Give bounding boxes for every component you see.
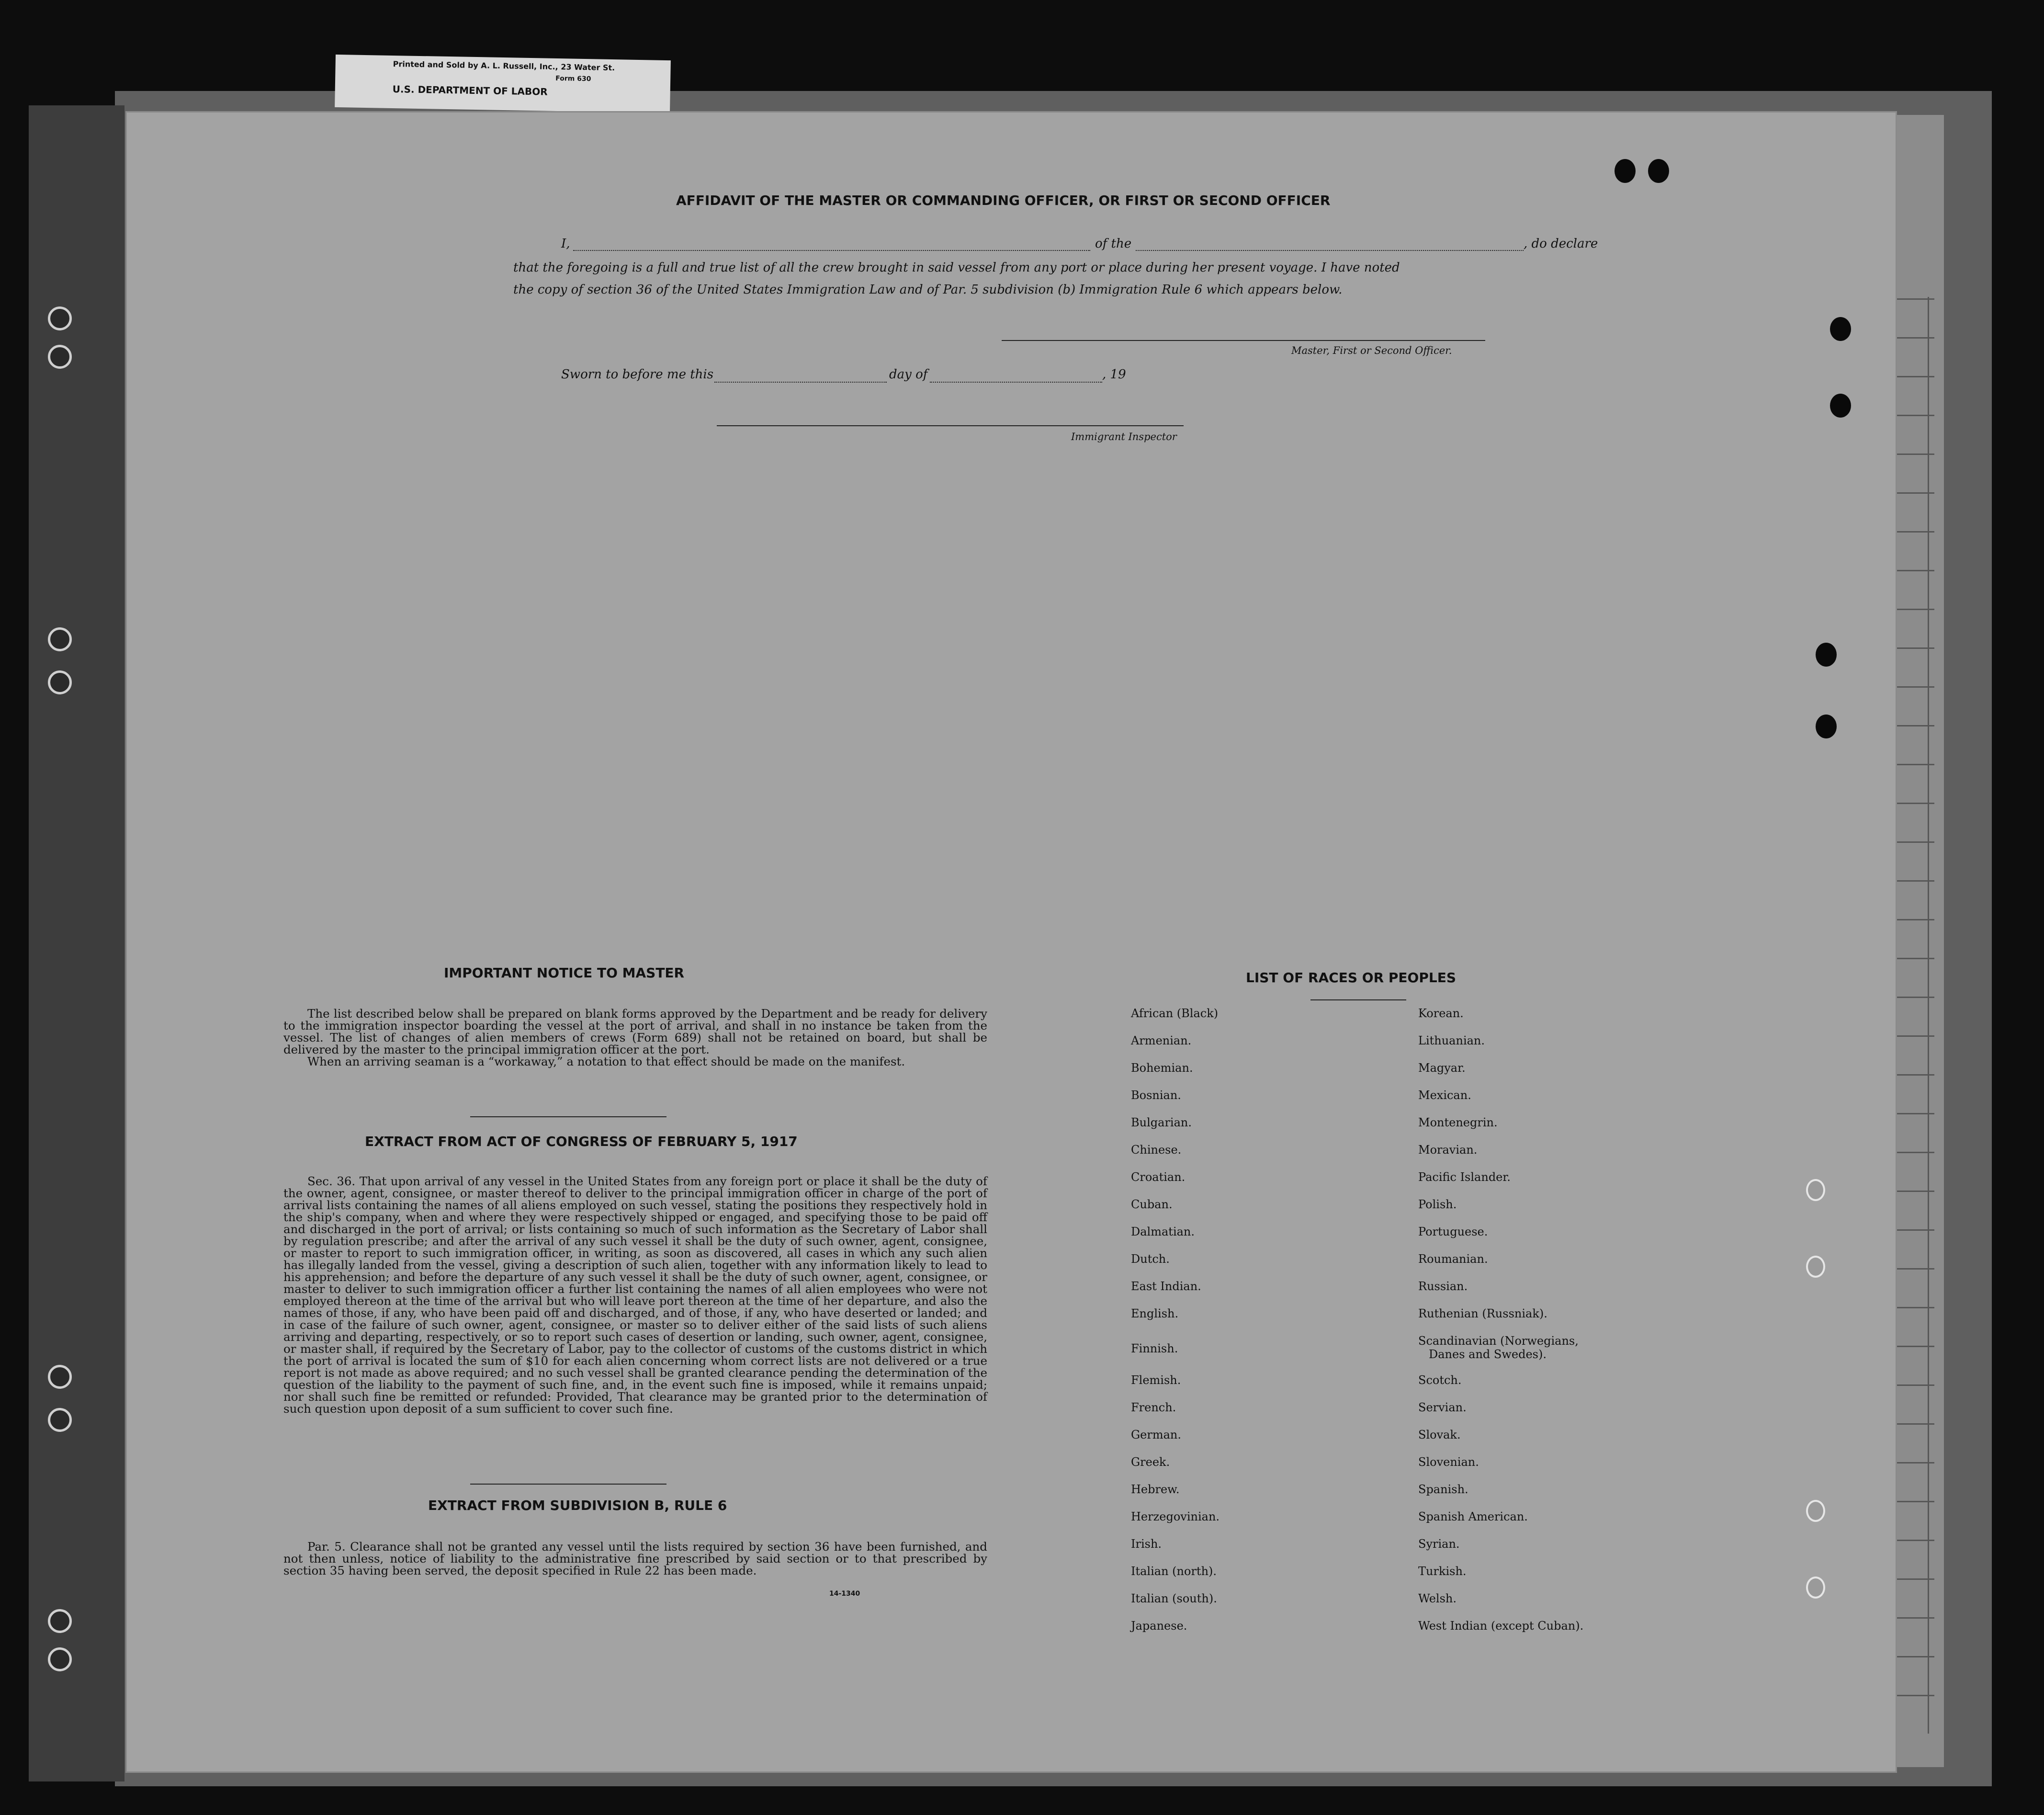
section-36-text: Sec. 36. That upon arrival of any vessel in the United States from any foreign port or place it shall be the duty of the owner, agent, consignee, or master thereof to deliver to the principal immigration officer in charge of the port of arrival lists containing the names of all aliens employed on such vessel, stating the positions they respectively hold in the ship's company, when and where they were respectively shipped or engaged, and specifying those to be paid off and discharged in the port of arrival; or lists containing so much of such information as the Secretary of Labor shall by regulation prescribe; and after the arrival of any such vessel it shall be the duty of such owner, agent, consignee, or master to report to such immigration officer, in writing, as soon as discovered, all cases in which any such alien has illegally landed from the vessel, giving a description of such alien, together with any information likely to lead to his apprehension; and before the departure of any such vessel it shall be the duty of such owner, agent, consignee, or master to deliver to such immigration officer a further list containing the names of all alien employees who were not employed thereon at the time of the arrival but who will leave port thereon at the time of her departure, and also the names of those, if any, who have been paid off and discharged, and of those, if any, who have deserted or landed; and in case of the failure of such owner, agent, consignee, or master so to deliver either of the said lists of such aliens arriving and departing, respectively, or so to report such cases of desertion or landing, such owner, agent, consignee, or master shall, if required by the Secretary of Labor, pay to the collector of customs of the customs district in which the port of arrival is located the sum of $10 for each alien concerning whom correct lists are not delivered or a true report is not made as above required; and no such vessel shall be granted clearance pending the determination of the question of the liability to the payment of such fine, and, in the event such fine is imposed, while it remains unpaid; nor shall such fine be remitted or refunded: Provided, That clearance may be granted prior to the determination of such question upon deposit of a sum sufficient to cover such fine.	[283, 1174, 987, 1416]
race-item: Croatian.	[1131, 1170, 1186, 1184]
race-item: Russian.	[1418, 1280, 1468, 1293]
race-item: Bohemian.	[1131, 1061, 1193, 1075]
department-name: U.S. DEPARTMENT OF LABOR	[392, 83, 548, 98]
year-label: , 19	[1102, 367, 1126, 382]
race-item: Servian.	[1418, 1401, 1467, 1414]
inspector-signature-line	[717, 425, 1184, 426]
printer-line: Printed and Sold by A. L. Russell, Inc., 23 Water St.	[393, 59, 615, 73]
binding-hole-icon	[48, 306, 72, 330]
affiant-i-label: I,	[561, 237, 570, 251]
race-item: Italian (south).	[1131, 1592, 1217, 1605]
race-item: Korean.	[1418, 1007, 1464, 1020]
rule-6-text: Par. 5. Clearance shall not be granted any vessel until the lists required by section 36 have been furnished, and not then unless, notice of liability to the administrative fine prescribed by said section or to that prescribed by section 35 having been served, the deposit specified in Rule 22 has been made.	[283, 1540, 987, 1577]
form-code: 14-1340	[829, 1590, 860, 1598]
affidavit-statement-line: that the foregoing is a full and true list of all the crew brought in said vessel from any port or place during her present voyage. I have noted	[513, 261, 1400, 275]
binding-hole-icon	[48, 345, 72, 369]
punch-ring-icon	[1806, 1179, 1825, 1201]
race-item: Mexican.	[1418, 1089, 1471, 1102]
race-item: Dutch.	[1131, 1252, 1170, 1266]
race-item: Bulgarian.	[1131, 1116, 1192, 1129]
races-left-column	[1131, 1007, 1418, 1633]
race-item: Lithuanian.	[1418, 1034, 1485, 1047]
race-item: Scotch.	[1418, 1373, 1462, 1387]
punch-ring-icon	[1806, 1500, 1825, 1522]
race-item: French.	[1131, 1401, 1176, 1414]
race-item: Slovenian.	[1418, 1455, 1479, 1469]
race-item: East Indian.	[1131, 1280, 1201, 1293]
affidavit-page	[125, 111, 1897, 1773]
punch-hole-icon	[1816, 715, 1837, 738]
race-item: Portuguese.	[1418, 1225, 1488, 1238]
punch-hole-icon	[1816, 643, 1837, 667]
race-item: Danes and Swedes).	[1429, 1348, 1547, 1361]
race-item: Pacific Islander.	[1418, 1170, 1511, 1184]
race-item: Hebrew.	[1131, 1483, 1180, 1496]
notice-paragraph: The list described below shall be prepared on blank forms approved by the Department and be ready for delivery to the immigration inspector boarding the vessel at the port of arrival, and shall in no instance be taken from the vessel. The list of changes of alien members of crews (Form 689) shall not be retained on board, but shall be delivered by the master to the principal immigration officer at the port.	[283, 1007, 987, 1056]
notice-title: IMPORTANT NOTICE TO MASTER	[444, 965, 685, 981]
notice-paragraph: When an arriving seaman is a “workaway,” a notation to that effect should be made on the manifest.	[307, 1055, 905, 1068]
printer-label	[335, 55, 671, 113]
races-title-underline	[1310, 999, 1406, 1000]
race-item: German.	[1131, 1428, 1181, 1441]
master-signature-label: Master, First or Second Officer.	[1291, 345, 1452, 356]
punch-hole-icon	[1830, 394, 1851, 418]
race-item: Polish.	[1418, 1198, 1457, 1211]
race-item: Irish.	[1131, 1537, 1162, 1551]
punch-ring-icon	[1806, 1256, 1825, 1278]
binding-hole-icon	[48, 670, 72, 694]
binding-hole-icon	[48, 1408, 72, 1432]
do-declare-label: , do declare	[1524, 237, 1598, 251]
race-item: Chinese.	[1131, 1143, 1182, 1157]
race-item: West Indian (except Cuban).	[1418, 1619, 1584, 1633]
race-item: Dalmatian.	[1131, 1225, 1195, 1238]
sworn-label: Sworn to before me this	[561, 367, 714, 382]
day-of-label: day of	[889, 367, 928, 382]
act-extract-title: EXTRACT FROM ACT OF CONGRESS OF FEBRUARY 5, 1917	[365, 1134, 798, 1149]
race-item: Herzegovinian.	[1131, 1510, 1220, 1523]
race-item: Slovak.	[1418, 1428, 1461, 1441]
binding-hole-icon	[48, 627, 72, 651]
punch-hole-icon	[1830, 317, 1851, 341]
of-the-label: of the	[1095, 237, 1132, 251]
vessel-name-line	[1136, 250, 1524, 251]
race-item: African (Black)	[1131, 1007, 1219, 1020]
race-item: Scandinavian (Norwegians,	[1418, 1334, 1579, 1348]
race-item: Cuban.	[1131, 1198, 1173, 1211]
binding-hole-icon	[48, 1609, 72, 1633]
race-item: Magyar.	[1418, 1061, 1466, 1075]
inspector-label: Immigrant Inspector	[1071, 431, 1177, 442]
races-title: LIST OF RACES OR PEOPLES	[1246, 970, 1456, 986]
punch-hole-icon	[1615, 159, 1636, 183]
race-item: Flemish.	[1131, 1373, 1181, 1387]
binding-hole-icon	[48, 1647, 72, 1671]
sworn-month-line	[930, 382, 1102, 383]
race-item: Japanese.	[1131, 1619, 1187, 1633]
race-item: Moravian.	[1418, 1143, 1478, 1157]
punch-ring-icon	[1806, 1577, 1825, 1599]
race-item: Montenegrin.	[1418, 1116, 1498, 1129]
affidavit-title: AFFIDAVIT OF THE MASTER OR COMMANDING OFFICER, OR FIRST OR SECOND OFFICER	[676, 193, 1331, 208]
race-item: Finnish.	[1131, 1342, 1178, 1355]
races-right-column	[1418, 1007, 1763, 1639]
affiant-name-line	[573, 250, 1090, 251]
race-item: Roumanian.	[1418, 1252, 1488, 1266]
rule-extract-title: EXTRACT FROM SUBDIVISION B, RULE 6	[428, 1497, 727, 1513]
race-item: Ruthenian (Russniak).	[1418, 1307, 1547, 1320]
section-divider	[470, 1484, 666, 1485]
affidavit-statement-line: the copy of section 36 of the United States Immigration Law and of Par. 5 subdivision (b) Immigration Rule 6 which appears below.	[513, 283, 1343, 297]
section-divider	[470, 1116, 666, 1117]
race-item: English.	[1131, 1307, 1179, 1320]
form-number: Form 630	[555, 74, 591, 83]
race-item: Welsh.	[1418, 1592, 1457, 1605]
race-item: Greek.	[1131, 1455, 1170, 1469]
race-item: Armenian.	[1131, 1034, 1192, 1047]
sworn-day-line	[714, 382, 887, 383]
notice-body	[283, 1008, 987, 1067]
master-signature-line	[1002, 340, 1485, 341]
race-item: Spanish.	[1418, 1483, 1468, 1496]
race-item: Turkish.	[1418, 1565, 1467, 1578]
race-item: Bosnian.	[1131, 1089, 1181, 1102]
binding-hole-icon	[48, 1365, 72, 1389]
race-item: Spanish American.	[1418, 1510, 1528, 1523]
race-item: Italian (north).	[1131, 1565, 1217, 1578]
race-item: Syrian.	[1418, 1537, 1460, 1551]
punch-hole-icon	[1648, 159, 1669, 183]
binding-strip	[29, 105, 124, 1781]
